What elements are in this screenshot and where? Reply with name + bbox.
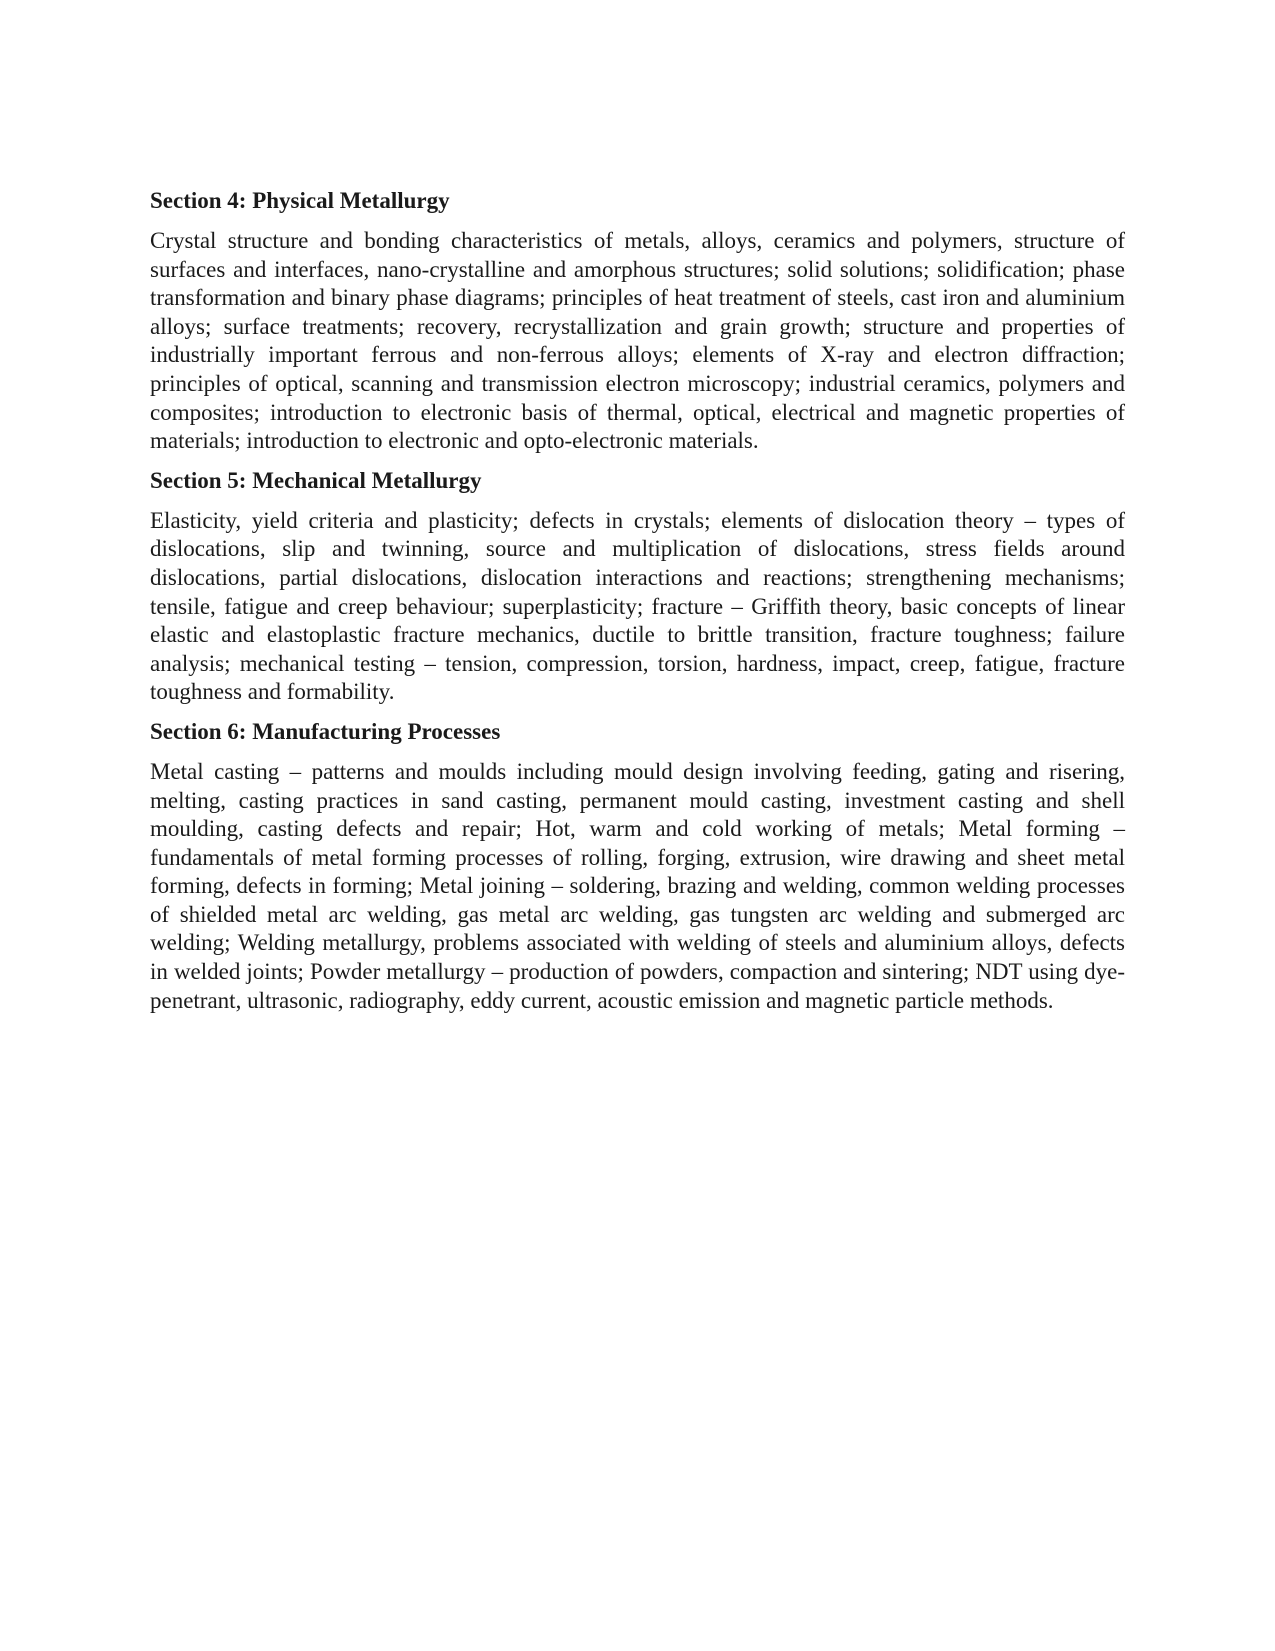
- section-body: Crystal structure and bonding characteristics of metals, alloys, ceramics and polymers, structure of surfaces and interfaces, nano-crystalline and amorphous structures; solid solutions; solidification; phase transformation and binary phase diagrams; principles of heat treatment of steels, cast iron and aluminium alloys; surface treatments; recovery, recrystallization and grain growth; structure and properties of industrially important ferrous and non-ferrous alloys; elements of X-ray and electron diffraction; principles of optical, scanning and transmission electron microscopy; industrial ceramics, polymers and composites; introduction to electronic basis of thermal, optical, electrical and magnetic properties of materials; introduction to electronic and opto-electronic materials.: [150, 228, 1125, 454]
- section-heading: Section 6: Manufacturing Processes: [150, 718, 501, 744]
- section-manufacturing-processes: [150, 717, 1125, 1015]
- section-body: Elasticity, yield criteria and plasticity; defects in crystals; elements of dislocation theory – types of dislocations, slip and twinning, source and multiplication of dislocations, stress fields around dislocations, partial dislocations, dislocation interactions and reactions; strengthening mechanisms; tensile, fatigue and creep behaviour; superplasticity; fracture – Griffith theory, basic concepts of linear elastic and elastoplastic fracture mechanics, ductile to brittle transition, fracture toughness; failure analysis; mechanical testing – tension, compression, torsion, hardness, impact, creep, fatigue, fracture toughness and formability.: [150, 507, 1125, 705]
- section-heading: Section 5: Mechanical Metallurgy: [150, 467, 482, 493]
- document-page: [150, 186, 1125, 1025]
- section-heading: Section 4: Physical Metallurgy: [150, 188, 450, 213]
- section-physical-metallurgy: [150, 186, 1125, 456]
- section-mechanical-metallurgy: [150, 466, 1125, 707]
- section-body: Metal casting – patterns and moulds including mould design involving feeding, gating and risering, melting, casting practices in sand casting, permanent mould casting, investment casting and shell moulding, casting defects and repair; Hot, warm and cold working of metals; Metal forming – fundamentals of metal forming processes of rolling, forging, extrusion, wire drawing and sheet metal forming, defects in forming; Metal joining – soldering, brazing and welding, common welding processes of shielded metal arc welding, gas metal arc welding, gas tungsten arc welding and submerged arc welding; Welding metallurgy, problems associated with welding of steels and aluminium alloys, defects in welded joints; Powder metallurgy – production of powders, compaction and sintering; NDT using dye-penetrant, ultrasonic, radiography, eddy current, acoustic emission and magnetic particle methods.: [150, 758, 1125, 1013]
